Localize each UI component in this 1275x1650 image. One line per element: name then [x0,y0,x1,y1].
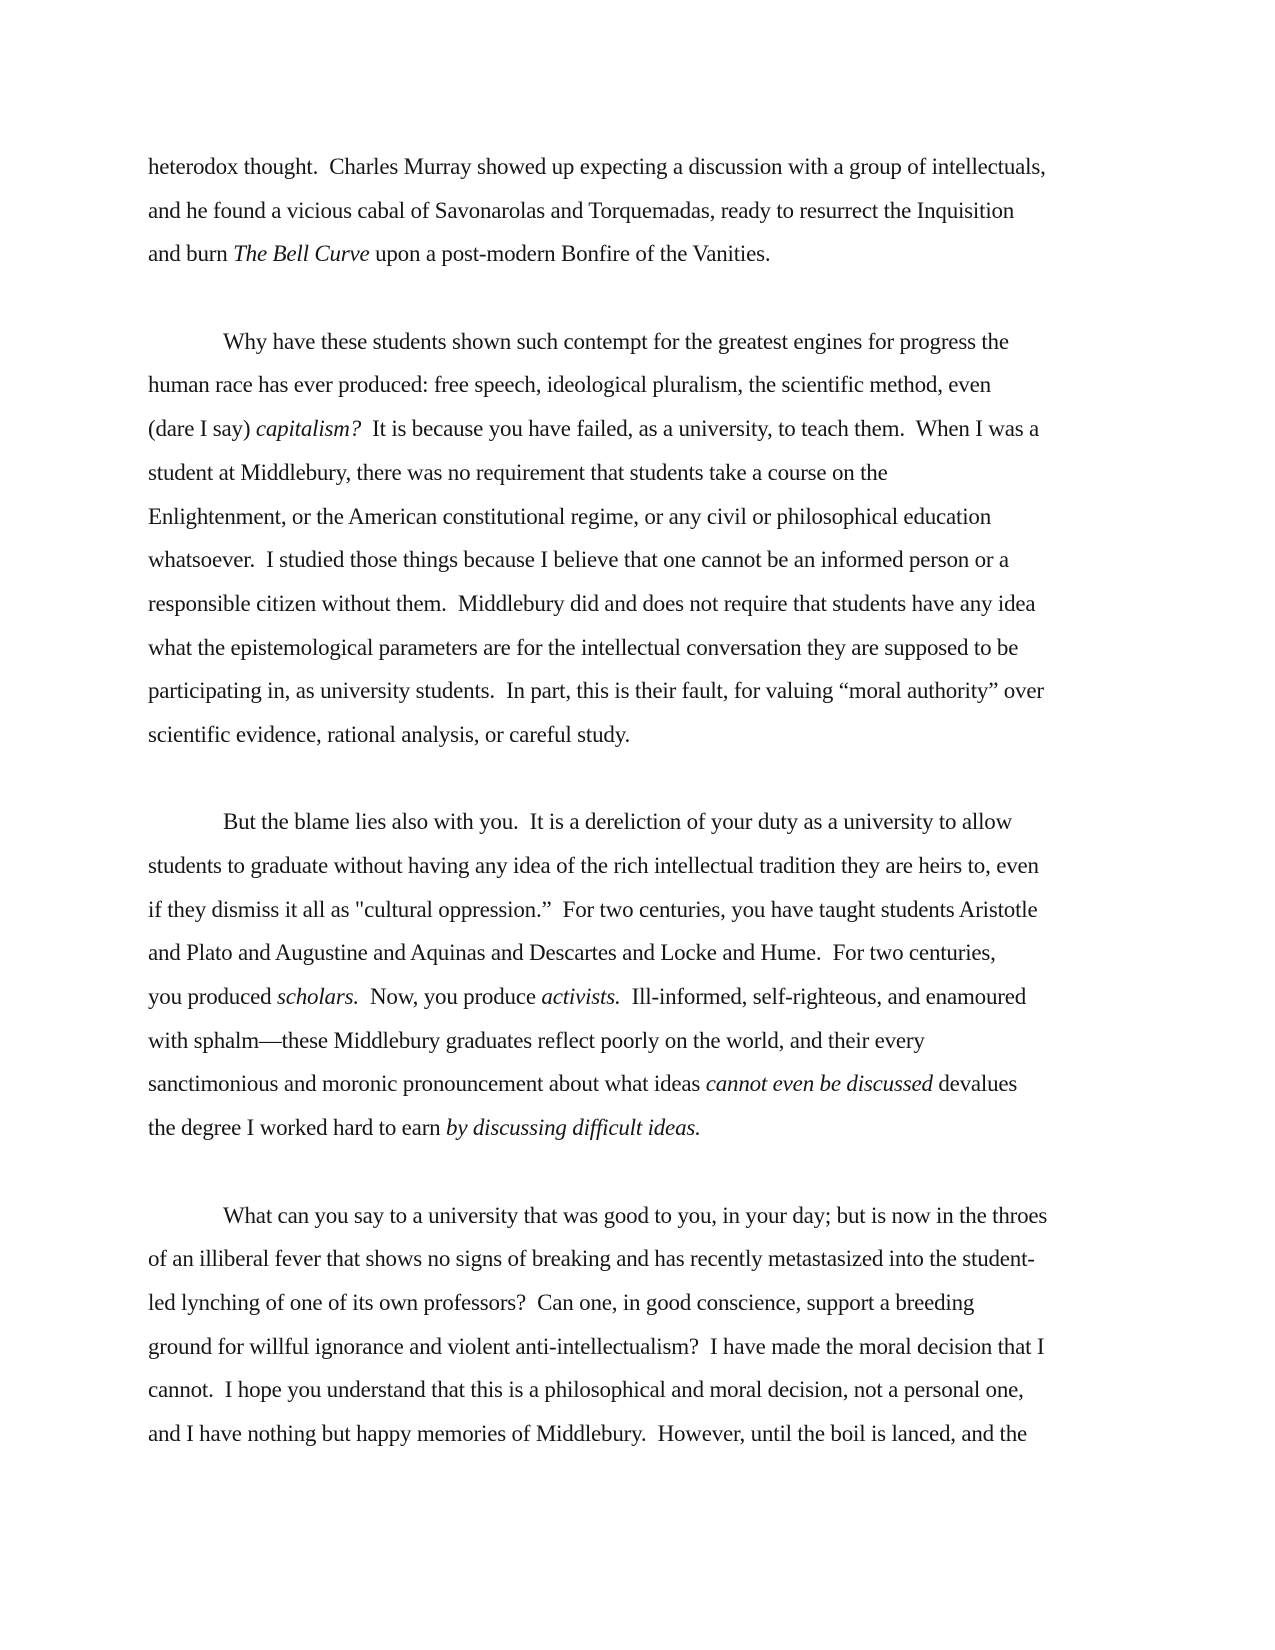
text-run: heterodox thought. Charles Murray showed up expecting a discussion with a group of intellectuals, [148,154,1046,179]
text-line [148,1281,1133,1325]
text-run: But the blame lies also with you. It is a dereliction of your duty as a university to allow [223,809,1013,835]
italic-text-run: scholars. [276,984,359,1010]
text-run: what the epistemological parameters are for the intellectual conversation they are supposed to be [148,634,1019,660]
text-line [148,888,1133,932]
text-run: Enlightenment, or the American constitutional regime, or any civil or philosophical education [148,503,992,529]
text-line [148,844,1133,888]
text-line [148,1106,1133,1150]
text-run: and Plato and Augustine and Aquinas and Descartes and Locke and Hume. For two centuries, [148,940,996,966]
text-line [148,1325,1133,1369]
text-line [148,1237,1133,1281]
text-run: devalues [932,1071,1018,1097]
italic-text-run: The Bell Curve [233,241,370,267]
text-run: of an illiberal fever that shows no signs of breaking and has recently metastasized into the student- [148,1246,1035,1272]
text-line [148,407,1133,451]
paragraph [148,145,1133,276]
text-line [148,582,1133,626]
text-line [148,1062,1133,1106]
text-line [148,931,1133,975]
text-line [148,669,1133,713]
text-run: if they dismiss it all as "cultural oppression.” For two centuries, you have taught students Aristotle [148,896,1038,922]
text-line [148,975,1133,1019]
text-line [148,495,1133,539]
text-run: you produced [148,984,277,1010]
text-run: scientific evidence, rational analysis, or careful study. [148,721,631,747]
text-line [148,1412,1133,1456]
paragraph [148,320,1133,757]
text-run: cannot. I hope you understand that this is a philosophical and moral decision, not a personal one, [148,1377,1024,1403]
text-run: participating in, as university students. In part, this is their fault, for valuing “moral authority” over [148,678,1044,704]
text-line [148,145,1133,189]
text-line [148,1194,1133,1238]
text-run: whatsoever. I studied those things because I believe that one cannot be an informed person or a [148,547,1009,573]
text-run: led lynching of one of its own professors? Can one, in good conscience, support a breeding [148,1289,975,1315]
italic-text-run: capitalism? [255,416,362,442]
text-run: upon a post-modern Bonfire of the Vanities. [369,241,771,267]
text-run: with sphalm—these Middlebury graduates reflect poorly on the world, and their every [148,1027,925,1053]
text-run: (dare I say) [148,416,256,442]
italic-text-run: cannot even be discussed [705,1071,933,1097]
text-line [148,451,1133,495]
italic-text-run: by discussing difficult ideas. [446,1115,701,1141]
text-run: responsible citizen without them. Middlebury did and does not require that students have any idea [148,590,1036,616]
text-line [148,713,1133,757]
text-run: human race has ever produced: free speech, ideological pluralism, the scientific method, even [148,372,991,398]
text-run: What can you say to a university that was good to you, in your day; but is now in the throes [223,1202,1048,1228]
text-line [148,320,1133,364]
text-line [148,626,1133,670]
text-line [148,538,1133,582]
text-run: It is because you have failed, as a university, to teach them. When I was a [361,416,1040,442]
letter-body [148,145,1133,1499]
text-run: and I have nothing but happy memories of Middlebury. However, until the boil is lanced, and the [148,1420,1028,1446]
text-run: and burn [148,241,234,267]
text-run: sanctimonious and moronic pronouncement about what ideas [148,1071,706,1097]
text-line [148,800,1133,844]
text-run: Ill-informed, self-righteous, and enamoured [620,984,1027,1010]
paragraph [148,800,1133,1150]
text-line [148,189,1133,233]
text-run: Why have these students shown such contempt for the greatest engines for progress the [223,328,1009,354]
text-line [148,363,1133,407]
text-run: Now, you produce [358,984,542,1010]
italic-text-run: activists. [541,984,621,1010]
text-run: and he found a vicious cabal of Savonarolas and Torquemadas, ready to resurrect the Inquisition [148,197,1015,223]
text-run: ground for willful ignorance and violent anti-intellectualism? I have made the moral decision that I [148,1333,1045,1359]
paragraph [148,1194,1133,1456]
text-run: the degree I worked hard to earn [148,1115,447,1141]
text-line [148,1368,1133,1412]
text-line [148,1019,1133,1063]
text-run: student at Middlebury, there was no requirement that students take a course on the [148,459,888,485]
text-line [148,232,1133,276]
text-run: students to graduate without having any idea of the rich intellectual tradition they are heirs to, even [148,853,1039,878]
